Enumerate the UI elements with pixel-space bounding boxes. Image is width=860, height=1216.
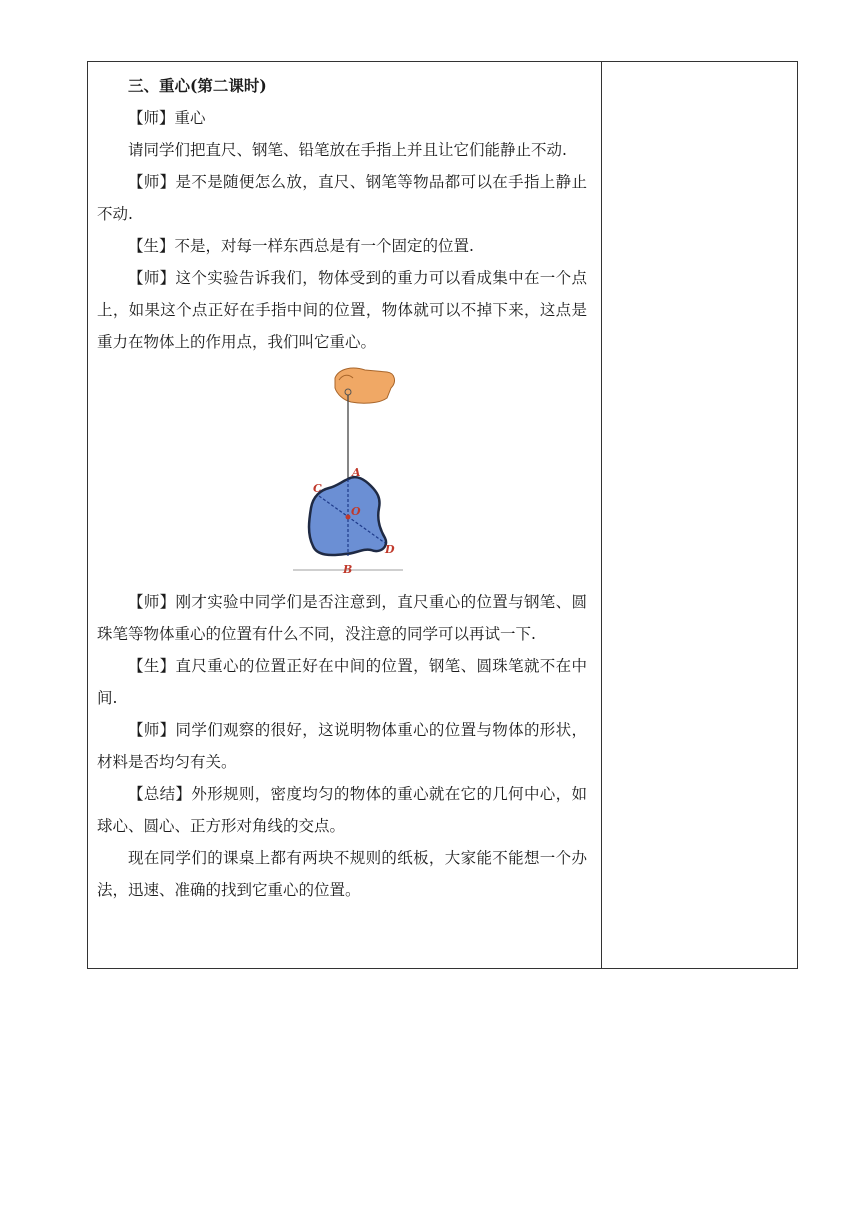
paragraph: 【生】直尺重心的位置正好在中间的位置，钢笔、圆珠笔就不在中间. [97,657,587,707]
center-point-o [346,515,351,520]
center-of-gravity-figure [97,358,587,586]
suspended-plate-diagram [291,358,413,582]
paragraph: 现在同学们的课桌上都有两块不规则的纸板，大家能不能想一个办法，迅速、准确的找到它重心的位置。 [97,849,587,899]
label-b: B [343,563,353,576]
paragraph: 【总结】外形规则，密度均匀的物体的重心就在它的几何中心，如球心、圆心、正方形对角线的交点。 [97,785,587,835]
paragraphs-after-figure [97,586,587,906]
lesson-content-cell [97,70,587,906]
column-divider [601,62,602,968]
paragraphs-before-figure [97,102,587,358]
paragraph: 【师】同学们观察的很好，这说明物体重心的位置与物体的形状，材料是否均匀有关。 [97,721,587,771]
paragraph: 请同学们把直尺、钢笔、铅笔放在手指上并且让它们能静止不动. [128,141,567,159]
paragraph: 【师】刚才实验中同学们是否注意到，直尺重心的位置与钢笔、圆珠笔等物体重心的位置有什么不同，没注意的同学可以再试一下. [97,593,587,643]
label-a: A [352,466,361,479]
paragraph: 【生】不是，对每一样东西总是有一个固定的位置. [128,237,474,255]
label-d: D [385,543,395,556]
paragraph: 【师】这个实验告诉我们，物体受到的重力可以看成集中在一个点上，如果这个点正好在手指中间的位置，物体就可以不掉下来，这点是重力在物体上的作用点，我们叫它重心。 [97,269,587,351]
paragraph: 【师】是不是随便怎么放，直尺、钢笔等物品都可以在手指上静止不动. [97,173,587,223]
paragraph: 【师】重心 [128,109,206,127]
label-o: O [351,505,361,518]
lesson-table [87,61,798,969]
label-c: C [313,482,322,495]
section-title: 三、重心(第二课时) [128,76,267,95]
hand-icon [335,368,394,403]
